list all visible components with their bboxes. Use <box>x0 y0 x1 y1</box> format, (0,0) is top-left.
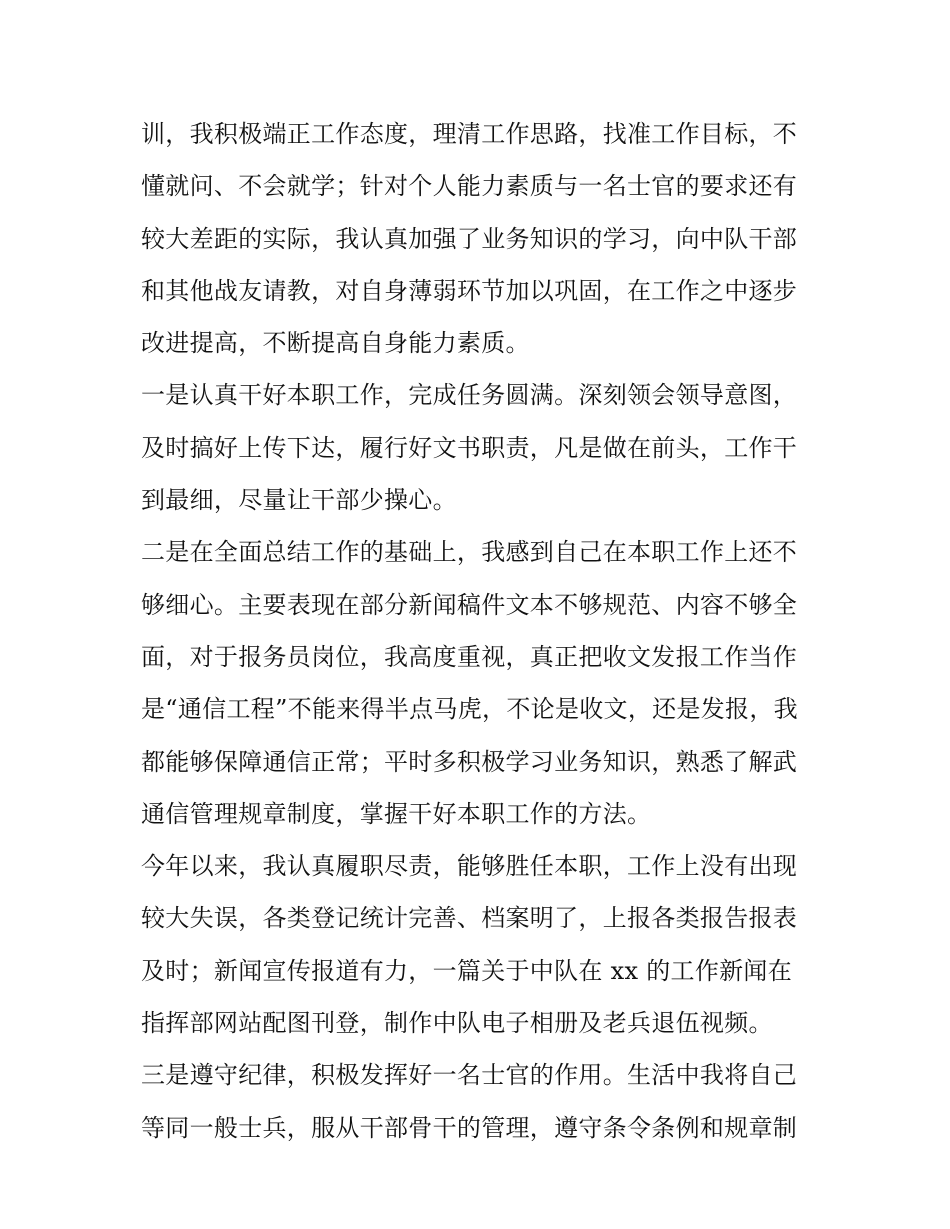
text-line: 通信管理规章制度，掌握干好本职工作的方法。 <box>141 799 652 828</box>
text-line: 到最细，尽量让干部少操心。 <box>141 486 457 515</box>
text-line: 和其他战友请教，对自身薄弱环节加以巩固，在工作之中逐步 <box>141 276 798 305</box>
text-line: 及时搞好上传下达，履行好文书职责，凡是做在前头，工作干 <box>141 433 798 462</box>
text-line: 较大失误，各类登记统计完善、档案明了，上报各类报告报表 <box>141 904 798 933</box>
text-line: 面，对于报务员岗位，我高度重视，真正把收文发报工作当作 <box>141 642 798 671</box>
text-line: 较大差距的实际，我认真加强了业务知识的学习，向中队干部 <box>141 224 798 253</box>
text-line: 是“通信工程”不能来得半点马虎，不论是收文，还是发报，我 <box>141 695 798 724</box>
text-line: 都能够保障通信正常；平时多积极学习业务知识，熟悉了解武 <box>141 747 798 776</box>
text-line: 等同一般士兵，服从干部骨干的管理，遵守条令条例和规章制 <box>141 1113 798 1142</box>
text-line: 指挥部网站配图刊登，制作中队电子相册及老兵退伍视频。 <box>141 1009 773 1038</box>
text-line: 今年以来，我认真履职尽责，能够胜任本职，工作上没有出现 <box>141 852 798 881</box>
text-line: 够细心。主要表现在部分新闻稿件文本不够规范、内容不够全 <box>141 590 798 619</box>
text-line: 训，我积极端正工作态度，理清工作思路，找准工作目标，不 <box>141 120 798 148</box>
document-body <box>141 108 821 1154</box>
text-line: 懂就问、不会就学；针对个人能力素质与一名士官的要求还有 <box>141 172 798 201</box>
text-line: 及时；新闻宣传报道有力，一篇关于中队在 xx 的工作新闻在 <box>141 956 793 985</box>
text-line: 一是认真干好本职工作，完成任务圆满。深刻领会领导意图， <box>141 381 798 410</box>
text-line: 改进提高，不断提高自身能力素质。 <box>141 329 530 358</box>
text-line: 三是遵守纪律，积极发挥好一名士官的作用。生活中我将自己 <box>141 1061 798 1090</box>
text-line: 二是在全面总结工作的基础上，我感到自己在本职工作上还不 <box>141 538 798 567</box>
